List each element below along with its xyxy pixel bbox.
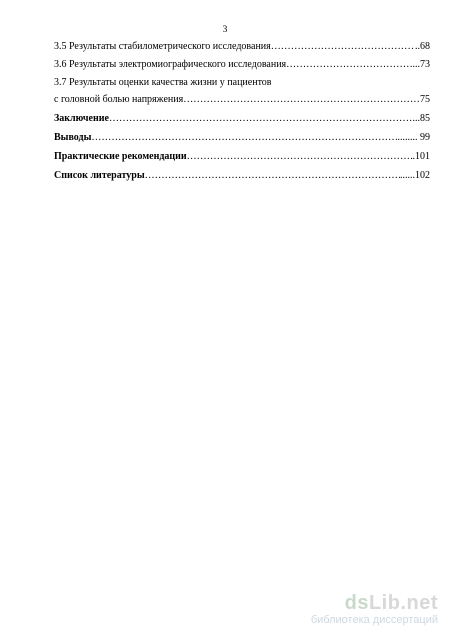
toc-entry-page: ........ 99 bbox=[397, 132, 430, 143]
toc-entry-label: Практические рекомендации bbox=[54, 151, 187, 162]
toc-leader-dots bbox=[109, 112, 413, 125]
toc-leader-dots bbox=[271, 40, 415, 53]
toc-entry-3-7-continued bbox=[54, 93, 430, 106]
dslib-watermark bbox=[311, 593, 438, 627]
toc-entry-3-7 bbox=[54, 76, 430, 89]
toc-leader-dots bbox=[183, 93, 420, 106]
page-number: 3 bbox=[222, 25, 228, 35]
table-of-contents bbox=[54, 40, 430, 188]
toc-entry-label: Список литературы bbox=[54, 170, 145, 181]
toc-entry-label: 3.7 Результаты оценки качества жизни у пациентов bbox=[54, 77, 272, 88]
toc-entry-3-5 bbox=[54, 40, 430, 53]
toc-entry-label: 3.5 Результаты стабилометрического исследования bbox=[54, 41, 271, 52]
toc-entry-page: ..68 bbox=[415, 41, 430, 52]
toc-entry-conclusion bbox=[54, 112, 430, 125]
watermark-logo bbox=[311, 593, 438, 613]
toc-entry-page: ......102 bbox=[400, 170, 430, 181]
toc-entry-label: с головной болью напряжения bbox=[54, 94, 184, 105]
watermark-logo-prefix: ds bbox=[344, 592, 369, 614]
toc-leader-dots bbox=[187, 150, 413, 163]
toc-entry-label: Выводы bbox=[54, 132, 92, 143]
watermark-subtitle: библиотека диссертаций bbox=[310, 614, 438, 626]
toc-entry-label: Заключение bbox=[54, 113, 109, 124]
toc-entry-page: 75 bbox=[420, 94, 430, 105]
toc-leader-dots bbox=[145, 169, 400, 182]
toc-entry-page: .101 bbox=[412, 151, 430, 162]
toc-entry-page: ...85 bbox=[412, 113, 430, 124]
toc-entry-page: ...73 bbox=[412, 59, 430, 70]
toc-entry-recommendations bbox=[54, 150, 430, 163]
toc-entry-3-6 bbox=[54, 58, 430, 71]
toc-entry-references bbox=[54, 169, 430, 182]
watermark-logo-suffix: Lib.net bbox=[368, 592, 438, 614]
toc-leader-dots bbox=[286, 58, 412, 71]
toc-entry-label: 3.6 Результаты электромиографического исследования bbox=[54, 59, 287, 70]
toc-leader-dots bbox=[91, 131, 397, 144]
toc-entry-findings bbox=[54, 131, 430, 144]
